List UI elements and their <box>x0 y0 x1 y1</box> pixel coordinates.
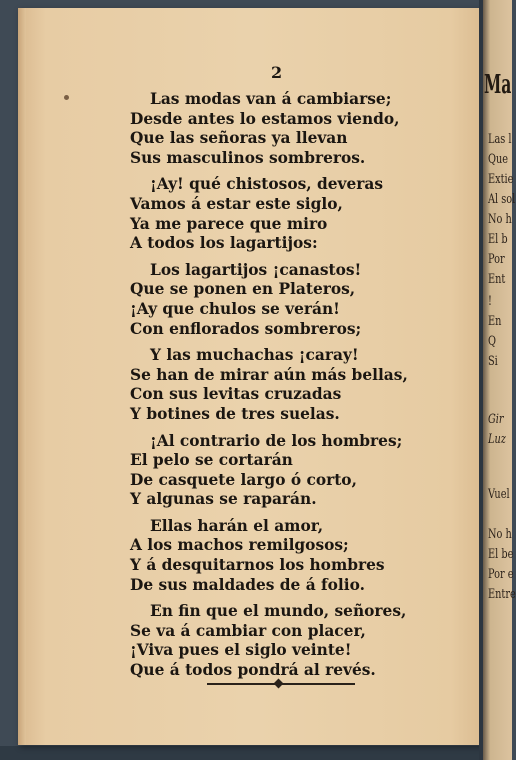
next-page-line: ! <box>488 294 492 309</box>
poem-line: Desde antes lo estamos viendo, <box>130 109 400 128</box>
next-page-line: Luz <box>488 432 506 447</box>
stanza <box>130 90 430 168</box>
poem-line: De casquete largo ó corto, <box>130 470 357 489</box>
next-page-line: No h <box>488 212 512 227</box>
poem-line: Ya me parece que miro <box>130 214 328 233</box>
poem-line: ¡Al contrario de los hombres; <box>150 431 403 450</box>
poem-line: ¡Ay! qué chistosos, deveras <box>150 175 384 194</box>
poem-line: Y botines de tres suelas. <box>130 404 340 423</box>
poem-line: Que se ponen en Plateros, <box>130 280 356 299</box>
next-page-line: El be <box>488 547 514 562</box>
poem-line: Sus masculinos sombreros. <box>130 148 366 167</box>
poem-line: Las modas van á cambiarse; <box>150 90 392 108</box>
next-page-line: Ent <box>488 272 506 287</box>
poem-line: A los machos remilgosos; <box>130 536 349 555</box>
stanza <box>130 432 430 510</box>
next-page-line: Vuel <box>488 487 510 502</box>
poem-line: ¡Ay que chulos se verán! <box>130 299 340 318</box>
next-page-line: Por e <box>488 567 514 582</box>
next-page-line: El b <box>488 232 508 247</box>
next-page-line: No h <box>488 527 512 542</box>
next-page-line: Q <box>488 334 497 349</box>
poem-line: El pelo se cortarán <box>130 451 293 470</box>
next-page-line: Si <box>488 354 498 369</box>
background-surface <box>0 746 512 760</box>
poem-line: En fin que el mundo, señores, <box>150 602 407 621</box>
poem-line: Con enflorados sombreros; <box>130 319 362 338</box>
poem-line: ¡Viva pues el siglo veinte! <box>130 641 352 660</box>
stanza <box>130 602 430 680</box>
page-edge <box>18 8 26 745</box>
next-page-line: Por <box>488 252 505 267</box>
next-page-title: Ma <box>484 70 512 100</box>
stanza <box>130 175 430 253</box>
poem-line: Los lagartijos ¡canastos! <box>150 260 362 279</box>
stanza <box>130 346 430 424</box>
next-page-line: Que <box>488 152 509 167</box>
page-number: 2 <box>271 63 283 82</box>
poem-line: Vamos á estar este siglo, <box>130 194 343 213</box>
poem-line: Y las muchachas ¡caray! <box>150 346 359 365</box>
next-page-line: Las l <box>488 132 512 147</box>
ink-spot <box>64 95 69 100</box>
poem <box>130 90 430 688</box>
stanza <box>130 517 430 595</box>
next-page-line: Entre <box>488 587 516 602</box>
poem-line: Ellas harán el amor, <box>150 516 324 535</box>
next-page-line: Gir <box>488 412 504 427</box>
poem-line: A todos los lagartijos: <box>130 234 318 253</box>
poem-line: Y algunas se raparán. <box>130 490 317 509</box>
next-page-line: En <box>488 314 502 329</box>
poem-line: Que á todos pondrá al revés. <box>130 661 376 680</box>
poem-line: Que las señoras ya llevan <box>130 129 348 148</box>
poem-line: Se va á cambiar con placer, <box>130 621 366 640</box>
next-page-line: Al sol <box>488 192 516 207</box>
next-page-line: Extie <box>488 172 514 187</box>
poem-line: Y á desquitarnos los hombres <box>130 556 385 575</box>
poem-line: Se han de mirar aún más bellas, <box>130 365 408 384</box>
next-page-edge <box>483 0 516 760</box>
poem-line: De sus maldades de á folio. <box>130 575 365 594</box>
stanza <box>130 261 430 339</box>
poem-line: Con sus levitas cruzadas <box>130 385 342 404</box>
